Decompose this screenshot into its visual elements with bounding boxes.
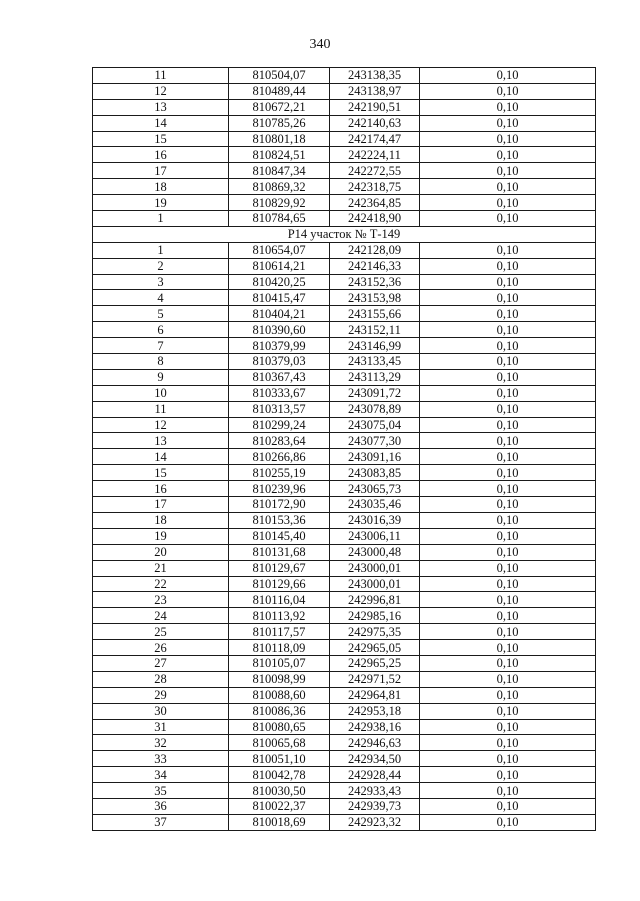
table-row [93,147,596,163]
accuracy-cell: 0,10 [420,433,596,449]
table-section [93,226,596,242]
table-row [93,560,596,576]
x-coordinate-cell: 810065,68 [229,735,330,751]
table-row [93,814,596,830]
x-coordinate-cell: 810086,36 [229,703,330,719]
table-row [93,449,596,465]
accuracy-cell: 0,10 [420,687,596,703]
y-coordinate-cell: 242975,35 [330,624,420,640]
x-coordinate-cell: 810829,92 [229,195,330,211]
point-number-cell: 11 [93,401,229,417]
table-row [93,83,596,99]
y-coordinate-cell: 243035,46 [330,497,420,513]
point-number-cell: 30 [93,703,229,719]
y-coordinate-cell: 243153,98 [330,290,420,306]
y-coordinate-cell: 242418,90 [330,211,420,227]
point-number-cell: 3 [93,274,229,290]
x-coordinate-cell: 810367,43 [229,369,330,385]
table-row [93,592,596,608]
y-coordinate-cell: 242933,43 [330,783,420,799]
x-coordinate-cell: 810390,60 [229,322,330,338]
accuracy-cell: 0,10 [420,290,596,306]
accuracy-cell: 0,10 [420,449,596,465]
section-row [93,226,596,242]
x-coordinate-cell: 810145,40 [229,528,330,544]
y-coordinate-cell: 243091,16 [330,449,420,465]
y-coordinate-cell: 243155,66 [330,306,420,322]
y-coordinate-cell: 243077,30 [330,433,420,449]
y-coordinate-cell: 243075,04 [330,417,420,433]
accuracy-cell: 0,10 [420,68,596,84]
y-coordinate-cell: 243000,01 [330,576,420,592]
y-coordinate-cell: 242364,85 [330,195,420,211]
y-coordinate-cell: 242928,44 [330,767,420,783]
table-row [93,608,596,624]
point-number-cell: 11 [93,68,229,84]
table-row [93,242,596,258]
table-body-top [93,68,596,227]
y-coordinate-cell: 242938,16 [330,719,420,735]
accuracy-cell: 0,10 [420,322,596,338]
y-coordinate-cell: 242224,11 [330,147,420,163]
point-number-cell: 21 [93,560,229,576]
table-row [93,322,596,338]
accuracy-cell: 0,10 [420,274,596,290]
x-coordinate-cell: 810113,92 [229,608,330,624]
y-coordinate-cell: 243113,29 [330,369,420,385]
point-number-cell: 15 [93,131,229,147]
accuracy-cell: 0,10 [420,385,596,401]
accuracy-cell: 0,10 [420,528,596,544]
table-row [93,163,596,179]
point-number-cell: 7 [93,338,229,354]
x-coordinate-cell: 810116,04 [229,592,330,608]
accuracy-cell: 0,10 [420,258,596,274]
point-number-cell: 18 [93,512,229,528]
x-coordinate-cell: 810051,10 [229,751,330,767]
section-title: Р14 участок № Т-149 [93,226,596,242]
x-coordinate-cell: 810415,47 [229,290,330,306]
y-coordinate-cell: 243083,85 [330,465,420,481]
point-number-cell: 4 [93,290,229,306]
table-row [93,512,596,528]
y-coordinate-cell: 243000,01 [330,560,420,576]
x-coordinate-cell: 810404,21 [229,306,330,322]
point-number-cell: 20 [93,544,229,560]
table-row [93,576,596,592]
point-number-cell: 33 [93,751,229,767]
point-number-cell: 31 [93,719,229,735]
accuracy-cell: 0,10 [420,655,596,671]
coordinates-table [92,67,596,831]
x-coordinate-cell: 810088,60 [229,687,330,703]
table-row [93,624,596,640]
y-coordinate-cell: 242965,25 [330,655,420,671]
point-number-cell: 18 [93,179,229,195]
table-row [93,528,596,544]
accuracy-cell: 0,10 [420,369,596,385]
table-row [93,433,596,449]
table-row [93,179,596,195]
accuracy-cell: 0,10 [420,163,596,179]
y-coordinate-cell: 242128,09 [330,242,420,258]
point-number-cell: 5 [93,306,229,322]
accuracy-cell: 0,10 [420,417,596,433]
table-row [93,338,596,354]
table-row [93,401,596,417]
y-coordinate-cell: 243152,11 [330,322,420,338]
table-row [93,354,596,370]
x-coordinate-cell: 810131,68 [229,544,330,560]
y-coordinate-cell: 242272,55 [330,163,420,179]
point-number-cell: 17 [93,163,229,179]
x-coordinate-cell: 810333,67 [229,385,330,401]
point-number-cell: 6 [93,322,229,338]
x-coordinate-cell: 810489,44 [229,83,330,99]
table-row [93,115,596,131]
point-number-cell: 29 [93,687,229,703]
x-coordinate-cell: 810379,99 [229,338,330,354]
point-number-cell: 28 [93,671,229,687]
table-row [93,306,596,322]
accuracy-cell: 0,10 [420,640,596,656]
x-coordinate-cell: 810030,50 [229,783,330,799]
table-row [93,258,596,274]
table-row [93,640,596,656]
y-coordinate-cell: 242146,33 [330,258,420,274]
accuracy-cell: 0,10 [420,592,596,608]
x-coordinate-cell: 810098,99 [229,671,330,687]
accuracy-cell: 0,10 [420,179,596,195]
accuracy-cell: 0,10 [420,147,596,163]
point-number-cell: 34 [93,767,229,783]
table-row [93,465,596,481]
table-row [93,497,596,513]
accuracy-cell: 0,10 [420,719,596,735]
y-coordinate-cell: 243078,89 [330,401,420,417]
accuracy-cell: 0,10 [420,211,596,227]
accuracy-cell: 0,10 [420,512,596,528]
table-row [93,671,596,687]
accuracy-cell: 0,10 [420,115,596,131]
y-coordinate-cell: 242946,63 [330,735,420,751]
point-number-cell: 37 [93,814,229,830]
point-number-cell: 16 [93,481,229,497]
table-row [93,735,596,751]
x-coordinate-cell: 810313,57 [229,401,330,417]
y-coordinate-cell: 242190,51 [330,99,420,115]
x-coordinate-cell: 810117,57 [229,624,330,640]
accuracy-cell: 0,10 [420,767,596,783]
x-coordinate-cell: 810129,66 [229,576,330,592]
point-number-cell: 32 [93,735,229,751]
x-coordinate-cell: 810129,67 [229,560,330,576]
table-row [93,68,596,84]
point-number-cell: 23 [93,592,229,608]
x-coordinate-cell: 810420,25 [229,274,330,290]
y-coordinate-cell: 243016,39 [330,512,420,528]
y-coordinate-cell: 243006,11 [330,528,420,544]
y-coordinate-cell: 242939,73 [330,798,420,814]
point-number-cell: 15 [93,465,229,481]
accuracy-cell: 0,10 [420,751,596,767]
x-coordinate-cell: 810785,26 [229,115,330,131]
table-row [93,417,596,433]
y-coordinate-cell: 242934,50 [330,751,420,767]
y-coordinate-cell: 242318,75 [330,179,420,195]
accuracy-cell: 0,10 [420,497,596,513]
table-row [93,783,596,799]
accuracy-cell: 0,10 [420,798,596,814]
y-coordinate-cell: 242140,63 [330,115,420,131]
table-row [93,481,596,497]
table-row [93,703,596,719]
point-number-cell: 9 [93,369,229,385]
x-coordinate-cell: 810266,86 [229,449,330,465]
accuracy-cell: 0,10 [420,544,596,560]
y-coordinate-cell: 242971,52 [330,671,420,687]
y-coordinate-cell: 243000,48 [330,544,420,560]
y-coordinate-cell: 242964,81 [330,687,420,703]
x-coordinate-cell: 810801,18 [229,131,330,147]
point-number-cell: 12 [93,417,229,433]
y-coordinate-cell: 243152,36 [330,274,420,290]
y-coordinate-cell: 243138,35 [330,68,420,84]
x-coordinate-cell: 810784,65 [229,211,330,227]
x-coordinate-cell: 810379,03 [229,354,330,370]
point-number-cell: 14 [93,449,229,465]
point-number-cell: 35 [93,783,229,799]
x-coordinate-cell: 810869,32 [229,179,330,195]
x-coordinate-cell: 810018,69 [229,814,330,830]
point-number-cell: 26 [93,640,229,656]
point-number-cell: 8 [93,354,229,370]
y-coordinate-cell: 242965,05 [330,640,420,656]
point-number-cell: 25 [93,624,229,640]
accuracy-cell: 0,10 [420,703,596,719]
x-coordinate-cell: 810847,34 [229,163,330,179]
y-coordinate-cell: 243146,99 [330,338,420,354]
table-row [93,131,596,147]
accuracy-cell: 0,10 [420,783,596,799]
accuracy-cell: 0,10 [420,99,596,115]
accuracy-cell: 0,10 [420,735,596,751]
table-row [93,369,596,385]
point-number-cell: 13 [93,433,229,449]
x-coordinate-cell: 810672,21 [229,99,330,115]
accuracy-cell: 0,10 [420,814,596,830]
accuracy-cell: 0,10 [420,354,596,370]
point-number-cell: 27 [93,655,229,671]
table-row [93,767,596,783]
y-coordinate-cell: 242953,18 [330,703,420,719]
x-coordinate-cell: 810614,21 [229,258,330,274]
point-number-cell: 19 [93,195,229,211]
point-number-cell: 24 [93,608,229,624]
x-coordinate-cell: 810118,09 [229,640,330,656]
accuracy-cell: 0,10 [420,560,596,576]
accuracy-cell: 0,10 [420,306,596,322]
x-coordinate-cell: 810042,78 [229,767,330,783]
y-coordinate-cell: 243065,73 [330,481,420,497]
accuracy-cell: 0,10 [420,671,596,687]
x-coordinate-cell: 810504,07 [229,68,330,84]
table-row [93,211,596,227]
y-coordinate-cell: 243091,72 [330,385,420,401]
table-body-bottom [93,242,596,830]
table-row [93,655,596,671]
table-row [93,195,596,211]
point-number-cell: 17 [93,497,229,513]
accuracy-cell: 0,10 [420,131,596,147]
accuracy-cell: 0,10 [420,576,596,592]
y-coordinate-cell: 242923,32 [330,814,420,830]
y-coordinate-cell: 242985,16 [330,608,420,624]
x-coordinate-cell: 810153,36 [229,512,330,528]
table-row [93,751,596,767]
point-number-cell: 2 [93,258,229,274]
table-row [93,290,596,306]
y-coordinate-cell: 243133,45 [330,354,420,370]
x-coordinate-cell: 810255,19 [229,465,330,481]
table-row [93,719,596,735]
point-number-cell: 12 [93,83,229,99]
point-number-cell: 22 [93,576,229,592]
x-coordinate-cell: 810172,90 [229,497,330,513]
x-coordinate-cell: 810105,07 [229,655,330,671]
point-number-cell: 1 [93,242,229,258]
x-coordinate-cell: 810239,96 [229,481,330,497]
accuracy-cell: 0,10 [420,401,596,417]
y-coordinate-cell: 242996,81 [330,592,420,608]
table-row [93,99,596,115]
table-row [93,274,596,290]
x-coordinate-cell: 810283,64 [229,433,330,449]
point-number-cell: 16 [93,147,229,163]
table-row [93,687,596,703]
table-row [93,385,596,401]
accuracy-cell: 0,10 [420,338,596,354]
accuracy-cell: 0,10 [420,242,596,258]
accuracy-cell: 0,10 [420,195,596,211]
x-coordinate-cell: 810824,51 [229,147,330,163]
x-coordinate-cell: 810022,37 [229,798,330,814]
y-coordinate-cell: 242174,47 [330,131,420,147]
table-row [93,544,596,560]
x-coordinate-cell: 810080,65 [229,719,330,735]
point-number-cell: 13 [93,99,229,115]
accuracy-cell: 0,10 [420,608,596,624]
accuracy-cell: 0,10 [420,465,596,481]
x-coordinate-cell: 810299,24 [229,417,330,433]
x-coordinate-cell: 810654,07 [229,242,330,258]
accuracy-cell: 0,10 [420,624,596,640]
table-row [93,798,596,814]
point-number-cell: 10 [93,385,229,401]
accuracy-cell: 0,10 [420,481,596,497]
point-number-cell: 36 [93,798,229,814]
point-number-cell: 14 [93,115,229,131]
page-number: 340 [309,37,331,52]
y-coordinate-cell: 243138,97 [330,83,420,99]
accuracy-cell: 0,10 [420,83,596,99]
point-number-cell: 1 [93,211,229,227]
point-number-cell: 19 [93,528,229,544]
